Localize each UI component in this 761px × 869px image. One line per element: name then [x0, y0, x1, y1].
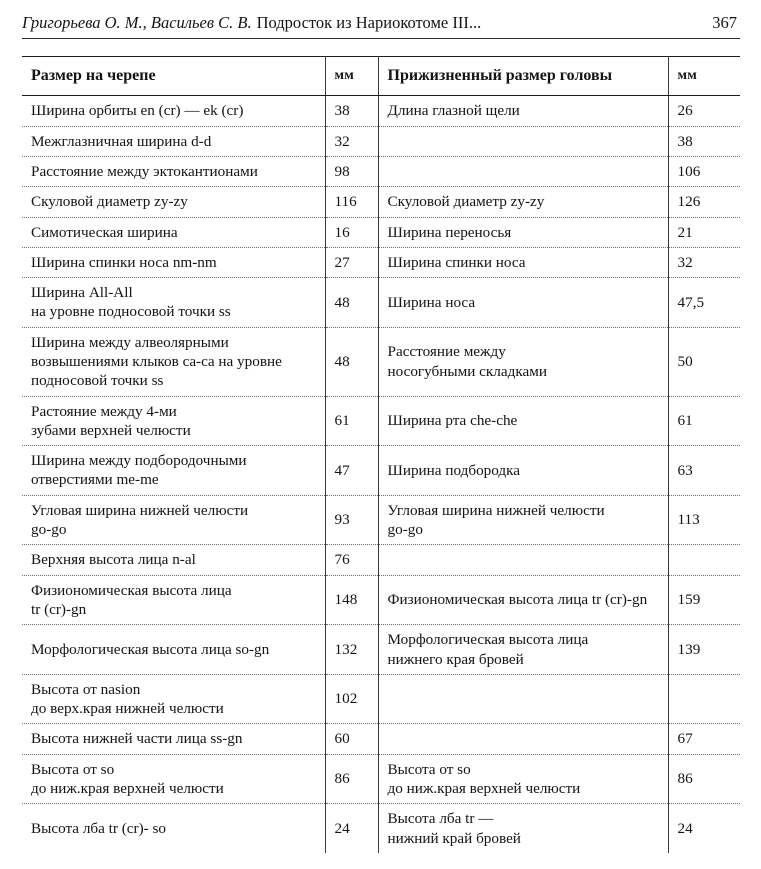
cell-head-mm: 38	[668, 126, 740, 156]
cell-skull-measure: Угловая ширина нижней челюсти go-go	[22, 495, 325, 545]
cell-head-measure	[378, 156, 668, 186]
table-row	[22, 674, 740, 724]
cell-skull-measure: Физиономическая высота лица tr (cr)-gn	[22, 575, 325, 625]
cell-head-mm: 21	[668, 217, 740, 247]
table-row	[22, 575, 740, 625]
cell-head-measure: Длина глазной щели	[378, 96, 668, 126]
table-row	[22, 217, 740, 247]
cell-head-mm: 32	[668, 247, 740, 277]
cell-skull-mm: 148	[325, 575, 378, 625]
cell-skull-measure: Расстояние между эктокантионами	[22, 156, 325, 186]
cell-head-mm: 26	[668, 96, 740, 126]
cell-head-mm: 139	[668, 625, 740, 675]
cell-head-measure	[378, 724, 668, 754]
cell-skull-mm: 48	[325, 327, 378, 396]
cell-head-measure: Ширина подбородка	[378, 446, 668, 496]
table-row	[22, 396, 740, 446]
cell-head-mm: 47,5	[668, 278, 740, 328]
table-header-row	[22, 57, 740, 96]
page-number: 367	[712, 13, 737, 32]
cell-head-measure: Расстояние между носогубными складками	[378, 327, 668, 396]
column-header-head-measure: Прижизненный размер головы	[378, 57, 668, 96]
cell-skull-mm: 102	[325, 674, 378, 724]
cell-head-measure: Физиономическая высота лица tr (cr)-gn	[378, 575, 668, 625]
cell-skull-measure: Ширина между алвеолярными возвышениями клыков ca-ca на уровне подносовой точки ss	[22, 327, 325, 396]
cell-head-mm: 126	[668, 187, 740, 217]
table-row	[22, 126, 740, 156]
cell-skull-mm: 86	[325, 754, 378, 804]
cell-head-measure: Высота лба tr — нижний край бровей	[378, 804, 668, 853]
cell-skull-measure: Ширина между подбородочными отверстиями me-me	[22, 446, 325, 496]
cell-skull-mm: 98	[325, 156, 378, 186]
cell-skull-mm: 60	[325, 724, 378, 754]
column-header-head-unit: мм	[668, 57, 740, 96]
cell-head-measure	[378, 126, 668, 156]
cell-head-mm: 67	[668, 724, 740, 754]
table-row	[22, 187, 740, 217]
running-head-authors: Григорьева О. М., Васильев С. В.	[22, 13, 252, 32]
cell-skull-measure: Высота нижней части лица ss-gn	[22, 724, 325, 754]
cell-head-measure: Ширина спинки носа	[378, 247, 668, 277]
cell-head-measure: Ширина носа	[378, 278, 668, 328]
cell-head-mm: 63	[668, 446, 740, 496]
cell-head-mm	[668, 674, 740, 724]
cell-skull-mm: 38	[325, 96, 378, 126]
cell-head-measure	[378, 545, 668, 575]
table-row	[22, 545, 740, 575]
table-row	[22, 278, 740, 328]
table-row	[22, 804, 740, 853]
cell-skull-measure: Ширина орбиты en (cr) — ek (cr)	[22, 96, 325, 126]
cell-head-measure: Ширина рта che-che	[378, 396, 668, 446]
column-header-skull-unit: мм	[325, 57, 378, 96]
cell-skull-measure: Высота от nasion до верх.края нижней челюсти	[22, 674, 325, 724]
table-row	[22, 247, 740, 277]
table-header	[22, 57, 740, 96]
table-row	[22, 327, 740, 396]
table-row	[22, 754, 740, 804]
cell-skull-measure: Верхняя высота лица n-al	[22, 545, 325, 575]
cell-skull-mm: 61	[325, 396, 378, 446]
cell-head-measure	[378, 674, 668, 724]
cell-skull-mm: 47	[325, 446, 378, 496]
cell-head-mm: 106	[668, 156, 740, 186]
cell-skull-measure: Симотическая ширина	[22, 217, 325, 247]
cell-skull-measure: Растояние между 4-ми зубами верхней челюсти	[22, 396, 325, 446]
measurements-table-wrapper	[22, 56, 740, 853]
cell-head-measure: Морфологическая высота лица нижнего края бровей	[378, 625, 668, 675]
cell-skull-mm: 27	[325, 247, 378, 277]
cell-skull-mm: 32	[325, 126, 378, 156]
table-body	[22, 96, 740, 853]
cell-skull-mm: 24	[325, 804, 378, 853]
table-row	[22, 724, 740, 754]
table-row	[22, 446, 740, 496]
cell-head-measure: Угловая ширина нижней челюсти go-go	[378, 495, 668, 545]
cell-skull-measure: Скуловой диаметр zy-zy	[22, 187, 325, 217]
column-header-skull-measure: Размер на черепе	[22, 57, 325, 96]
cell-head-measure: Высота от so до ниж.края верхней челюсти	[378, 754, 668, 804]
cell-head-mm: 50	[668, 327, 740, 396]
table-row	[22, 156, 740, 186]
table-row	[22, 625, 740, 675]
cell-head-mm: 61	[668, 396, 740, 446]
cell-skull-measure: Межглазничная ширина d-d	[22, 126, 325, 156]
cell-skull-mm: 16	[325, 217, 378, 247]
cell-skull-measure: Ширина спинки носа nm-nm	[22, 247, 325, 277]
running-head-text	[22, 13, 481, 33]
cell-skull-mm: 116	[325, 187, 378, 217]
cell-skull-measure: Морфологическая высота лица so-gn	[22, 625, 325, 675]
cell-skull-measure: Высота от so до ниж.края верхней челюсти	[22, 754, 325, 804]
running-head-title: Подросток из Нариокотоме III...	[256, 13, 482, 32]
cell-head-mm: 86	[668, 754, 740, 804]
cell-skull-mm: 93	[325, 495, 378, 545]
cell-head-mm: 24	[677, 819, 693, 837]
table-row	[22, 96, 740, 126]
cell-head-measure: Скуловой диаметр zy-zy	[378, 187, 668, 217]
cell-skull-measure: Высота лба tr (cr)- so	[22, 804, 325, 853]
cell-head-mm	[668, 545, 740, 575]
measurements-table	[22, 56, 740, 853]
table-row	[22, 495, 740, 545]
running-head	[22, 13, 739, 35]
cell-skull-mm: 48	[325, 278, 378, 328]
cell-skull-measure: Ширина All-All на уровне подносовой точки ss	[22, 278, 325, 328]
cell-head-mm: 113	[668, 495, 740, 545]
cell-skull-mm: 76	[325, 545, 378, 575]
cell-skull-mm: 132	[325, 625, 378, 675]
header-rule	[22, 38, 740, 39]
cell-head-measure: Ширина переносья	[378, 217, 668, 247]
cell-head-mm: 159	[668, 575, 740, 625]
